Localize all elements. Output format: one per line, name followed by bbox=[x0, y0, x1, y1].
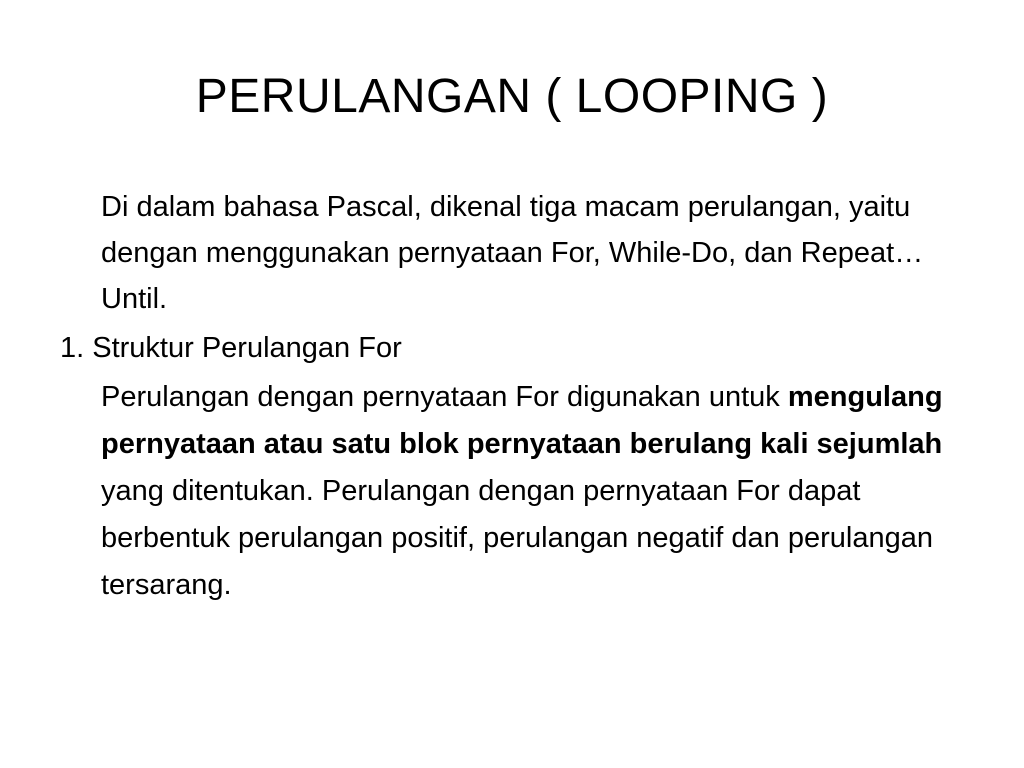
slide-title: PERULANGAN ( LOOPING ) bbox=[195, 70, 829, 123]
slide-body bbox=[60, 184, 960, 609]
for-loop-paragraph bbox=[60, 374, 960, 609]
paragraph-bold-text: mengulang pernyataan atau satu blok pernyataan berulang kali sejumlah bbox=[101, 381, 943, 460]
section-heading: 1. Struktur Perulangan For bbox=[60, 332, 402, 364]
intro-paragraph: Di dalam bahasa Pascal, dikenal tiga macam perulangan, yaitu dengan menggunakan pernyataan For, While-Do, dan Repeat…Until. bbox=[101, 191, 924, 315]
paragraph-text-end: yang ditentukan. Perulangan dengan pernyataan For dapat berbentuk perulangan positif, perulangan negatif dan perulangan tersarang. bbox=[101, 475, 933, 601]
paragraph-text-start: Perulangan dengan pernyataan For digunakan untuk bbox=[101, 381, 788, 413]
